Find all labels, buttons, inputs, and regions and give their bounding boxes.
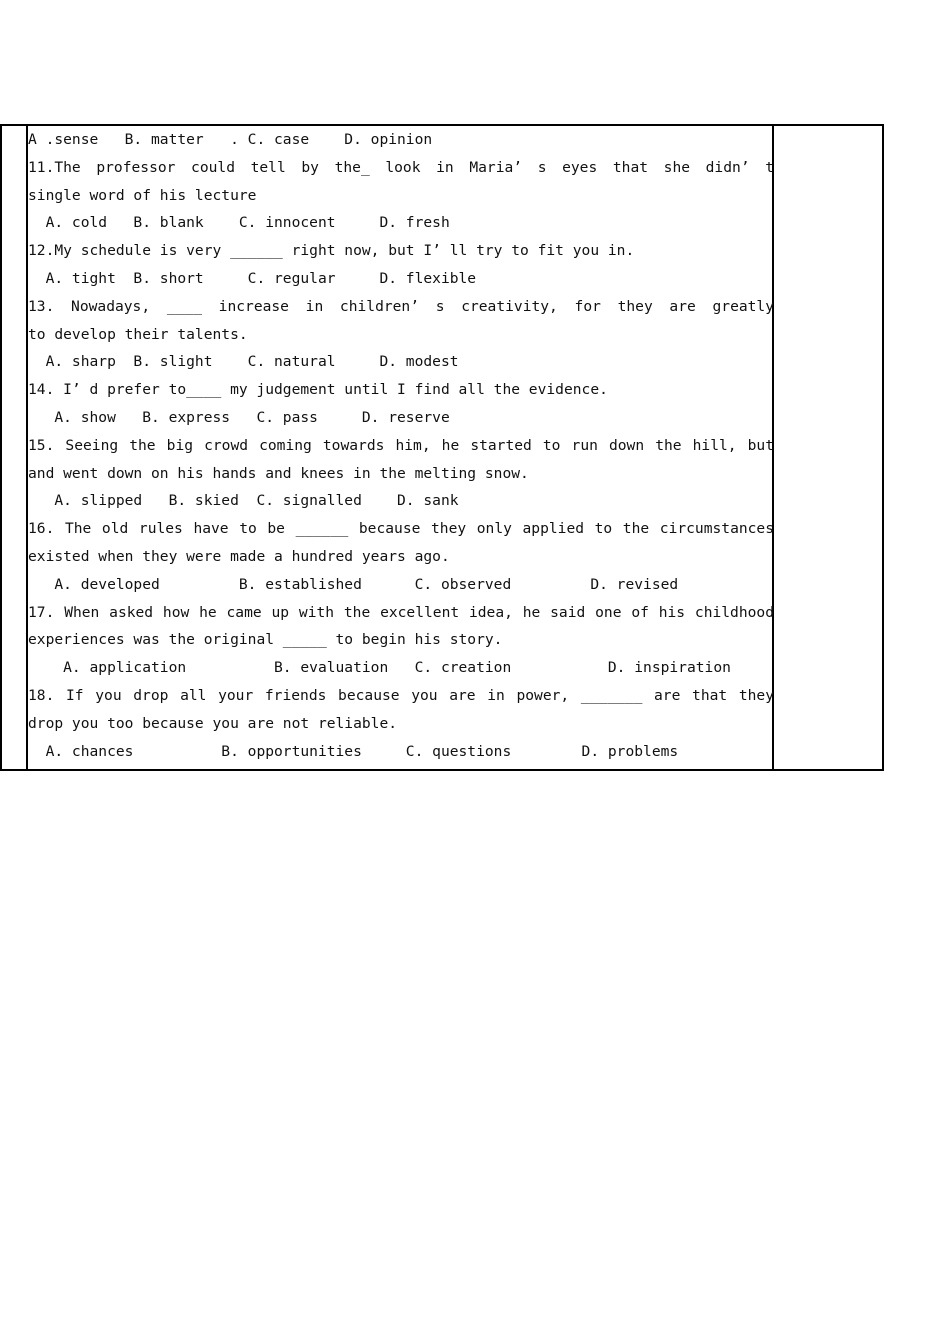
question-13-line-2: to develop their talents. bbox=[28, 325, 248, 343]
options-line-17: A. application B. evaluation C. creation D. inspiration bbox=[28, 659, 731, 677]
options-line-13: A. sharp B. slight C. natural D. modest bbox=[28, 353, 459, 371]
question-15-line-1: 15. Seeing the big crowd coming towards him, he started to run down the hill, but bbox=[28, 436, 774, 454]
options-line-10: A .sense B. matter . C. case D. opinion bbox=[28, 131, 433, 148]
question-15-line-2: and went down on his hands and knees in the melting snow. bbox=[28, 464, 529, 482]
options-line-14: A. show B. express C. pass D. reserve bbox=[28, 408, 450, 426]
options-line-11: A. cold B. blank C. innocent D. fresh bbox=[28, 214, 450, 232]
question-13-line-1: 13. Nowadays, ____ increase in children’ s creativity, for they are greatly bbox=[28, 297, 774, 315]
options-line-16: A. developed B. established C. observed D. revised bbox=[28, 575, 679, 593]
question-11-line-1: 11.The professor could tell by the_ look in Maria’ s eyes that she didn’ t bbox=[28, 158, 774, 176]
question-12-line-1: 12.My schedule is very ______ right now, but I’ ll try to fit you in. bbox=[28, 242, 635, 260]
empty-side-cell bbox=[774, 126, 882, 769]
question-table bbox=[0, 124, 884, 771]
options-line-12: A. tight B. short C. regular D. flexible bbox=[28, 269, 477, 287]
question-11-line-2: single word of his lecture bbox=[28, 186, 257, 204]
question-17-line-1: 17. When asked how he came up with the excellent idea, he said one of his childhood bbox=[28, 603, 774, 621]
question-18-line-2: drop you too because you are not reliable. bbox=[28, 714, 398, 732]
question-18-line-1: 18. If you drop all your friends because you are in power, _______ are that they bbox=[28, 686, 774, 704]
table-left-border bbox=[0, 126, 2, 769]
options-line-15: A. slipped B. skied C. signalled D. sank bbox=[28, 492, 459, 510]
question-text-cell bbox=[28, 126, 774, 765]
question-16-line-1: 16. The old rules have to be ______ because they only applied to the circumstances bbox=[28, 520, 774, 538]
question-14-line-1: 14. I’ d prefer to____ my judgement until I find all the evidence. bbox=[28, 381, 608, 399]
question-16-line-2: existed when they were made a hundred years ago. bbox=[28, 547, 450, 565]
question-17-line-2: experiences was the original _____ to begin his story. bbox=[28, 631, 503, 649]
options-line-18: A. chances B. opportunities C. questions D. problems bbox=[28, 742, 679, 760]
